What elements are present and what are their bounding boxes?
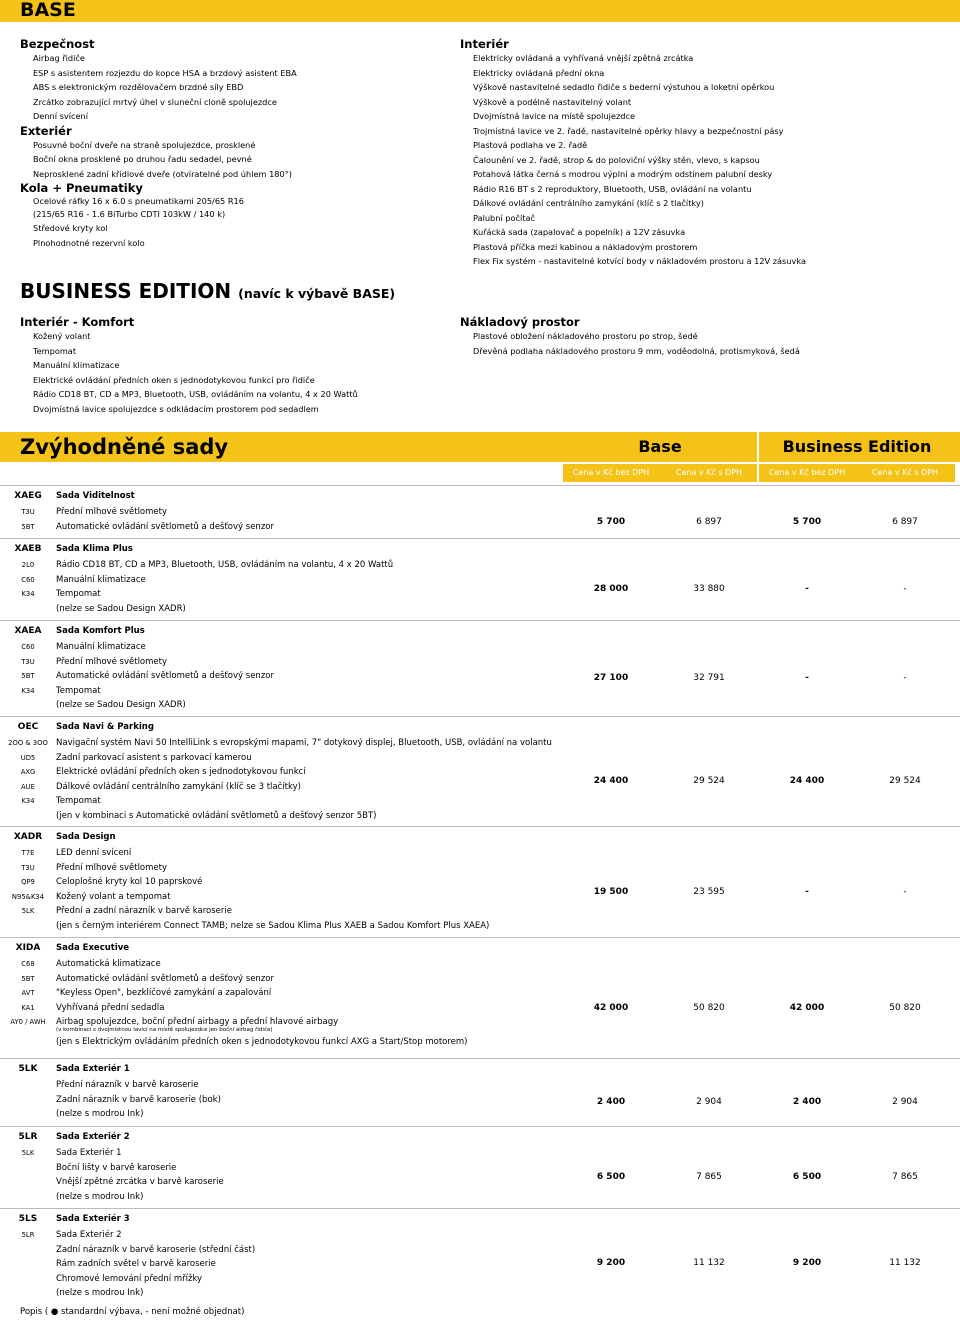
legend: Popis ( ● standardní výbava, - není možné objednat): [20, 1307, 245, 1317]
package-item: [0, 655, 560, 670]
equipment-item: Boční okna prosklené po druhou řadu sedadel, pevné: [33, 154, 252, 164]
package-price: 2 400: [792, 1097, 822, 1107]
option-text: LED denní svícení: [56, 848, 132, 858]
option-text: Chromové lemování přední mřížky: [56, 1273, 203, 1284]
option-code: T3U: [21, 657, 35, 666]
package-item: [0, 1243, 560, 1258]
package-item: [0, 736, 560, 751]
package-name: Sada Exteriér 3: [56, 1214, 130, 1224]
package-code: 5LR: [18, 1132, 38, 1142]
section-heading: Bezpečnost: [20, 37, 95, 51]
option-code: T3U: [21, 863, 35, 872]
package-price: -: [805, 887, 809, 897]
option-text: Rádio CD18 BT, CD a MP3, Bluetooth, USB, ovládáním na volantu, 4 x 20 Wattů: [56, 560, 394, 570]
option-code: C68: [21, 960, 35, 968]
package-code: 5LK: [18, 1064, 38, 1074]
option-code: K34: [21, 686, 35, 695]
option-text: Manuální klimatizace: [56, 642, 146, 652]
option-code: 2L0: [21, 561, 35, 569]
package-item: [0, 505, 560, 520]
col-header-base-gross: Cena v Kč s DPH: [675, 468, 743, 477]
package-note: (jen v kombinaci s Automatické ovládání světlometů a dešťový senzor 5BT): [56, 810, 377, 821]
package-note: (nelze se Sadou Design XADR): [56, 603, 186, 614]
equipment-item: Elektrické ovládání předních oken s jednodotykovou funkcí pro řidiče: [33, 374, 315, 385]
package-divider: [0, 1208, 960, 1209]
package-item: [0, 1093, 560, 1108]
package-divider: [0, 716, 960, 717]
package-name: Sada Exteriér 2: [56, 1132, 130, 1142]
price-subheader: [563, 464, 955, 482]
package-note: (jen s Elektrickým ovládáním předních oken s jednodotykovou funkcí AXG a Start/Stop motorem): [56, 1036, 468, 1047]
equipment-item: Ocelové ráfky 16 x 6.0 s pneumatikami 205/65 R16: [33, 196, 244, 206]
equipment-item: Flex Fix systém - nastavitelné kotvící body v nákladovém prostoru a 12V zásuvka: [473, 256, 806, 266]
package-item: [0, 573, 560, 588]
option-text: Přední mlhové světlomety: [56, 656, 168, 667]
option-text: Automatické ovládání světlometů a dešťový senzor: [56, 521, 274, 532]
package-divider: [0, 1126, 960, 1127]
equipment-item: Neprosklené zadní křídlové dveře (otvíratelné pod úhlem 180°): [33, 168, 292, 179]
package-item: [0, 904, 560, 919]
option-code: T7E: [21, 849, 35, 857]
business-column-header: Business Edition: [782, 437, 932, 456]
package-block: [0, 1212, 960, 1302]
option-text: Boční lišty v barvě karoserie: [56, 1162, 177, 1173]
package-item: [0, 1161, 560, 1176]
equipment-item: Čalounění ve 2. řadě, strop & do poloviční výšky stěn, vlevo, s kapsou: [473, 154, 760, 165]
option-text: Přední mlhové světlomety: [56, 862, 168, 873]
equipment-item: Výškově a podélně nastavitelný volant: [473, 96, 632, 107]
option-code: 5LR: [21, 1231, 35, 1239]
equipment-item: Dvojmístná lavice na místě spolujezdce: [473, 111, 635, 121]
business-left-column: [20, 315, 440, 416]
package-price: 24 400: [789, 776, 825, 786]
package-block: [0, 489, 960, 542]
package-divider: [0, 1058, 960, 1059]
package-divider: [0, 826, 960, 827]
option-code: KA1: [21, 1003, 35, 1012]
equipment-item: Denní svícení: [33, 111, 88, 121]
package-price: -: [805, 584, 809, 594]
option-text: Tempomat: [56, 685, 101, 696]
equipment-item: Elektricky ovládaná a vyhřívaná vnější zpětná zrcátka: [473, 53, 694, 63]
equipment-item: Plastové obložení nákladového prostoru po strop, šedé: [473, 331, 698, 341]
option-text: Vyhřívaná přední sedadla: [56, 1002, 165, 1013]
equipment-item: ABS s elektronickým rozdělovačem brzdné síly EBD: [33, 82, 244, 92]
package-block: [0, 720, 960, 830]
package-block: [0, 941, 960, 1062]
option-text: Automatická klimatizace: [56, 959, 161, 969]
option-text: Rám zadních světel v barvě karoserie: [56, 1259, 216, 1269]
package-price: 6 500: [792, 1172, 822, 1182]
option-code: K34: [21, 590, 35, 598]
option-text: Zadní nárazník v barvě karoserie (bok): [56, 1094, 221, 1105]
package-price: 9 200: [596, 1258, 626, 1268]
option-code: 5BT: [21, 672, 35, 680]
equipment-item: Posuvné boční dveře na straně spolujezdce, prosklené: [33, 139, 256, 150]
package-item: [0, 587, 560, 602]
package-note: (nelze s modrou Ink): [56, 1191, 144, 1202]
package-item: [0, 669, 560, 684]
package-price: 27 100: [593, 673, 629, 683]
option-text: Navigační systém Navi 50 IntelliLink s evropskými mapami, 7" dotykový displej, Bluetooth, USB, ovládání na volantu: [56, 738, 552, 748]
package-divider: [0, 620, 960, 621]
package-price: -: [903, 673, 907, 683]
equipment-item: Dvojmístná lavice spolujezdce s odkládacím prostorem pod sedadlem: [33, 403, 319, 414]
base-right-column: [460, 37, 950, 269]
option-code: K34: [21, 797, 35, 805]
package-note: (nelze s modrou Ink): [56, 1288, 144, 1298]
package-item: [0, 751, 560, 766]
package-code: XIDA: [15, 943, 41, 953]
package-price: 5 700: [596, 517, 626, 527]
equipment-item: Kožený volant: [33, 331, 91, 341]
package-price: 50 820: [693, 1003, 725, 1013]
equipment-item: Plnohodnotné rezervní kolo: [33, 237, 145, 248]
equipment-item: Výškově nastavitelné sedadlo řidiče s bederní výstuhou a loketní opěrkou: [473, 82, 775, 92]
package-price: 29 524: [889, 776, 921, 786]
equipment-item: Tempomat: [33, 345, 77, 356]
option-code: 5BT: [21, 974, 35, 983]
equipment-item: Trojmístná lavice ve 2. řadě, nastavitelné opěrky hlavy a bezpečnostní pásy: [473, 125, 784, 136]
equipment-item: Dálkové ovládání centrálního zamykání (klíč s 2 tlačítky): [473, 198, 704, 208]
package-price: 24 400: [593, 776, 629, 786]
offers-title: Zvýhodněné sady: [20, 435, 229, 459]
option-code: AXG: [20, 768, 36, 776]
package-item: [0, 957, 560, 972]
equipment-item: Rádio R16 BT s 2 reproduktory, Bluetooth, USB, ovládání na volantu: [473, 183, 752, 194]
package-price: 9 200: [792, 1258, 822, 1268]
option-text: Přední a zadní nárazník v barvě karoserie: [56, 906, 232, 916]
package-item: [0, 780, 560, 795]
col-header-base-net: Cena v Kč bez DPH: [572, 468, 650, 477]
package-price: 19 500: [593, 887, 629, 897]
package-code: XAEG: [14, 491, 42, 501]
option-text: Automatické ovládání světlometů a dešťový senzor: [56, 671, 274, 681]
package-item: [0, 972, 560, 987]
option-text: Tempomat: [56, 796, 101, 806]
package-item: [0, 640, 560, 655]
package-item: [0, 765, 560, 780]
package-price: -: [903, 584, 907, 594]
option-code: 5BT: [21, 522, 35, 531]
package-item: [0, 875, 560, 890]
option-code: 2OO & 3OO: [8, 739, 48, 747]
option-code: AVT: [21, 989, 35, 997]
package-divider: [0, 485, 960, 486]
section-heading: Exteriér: [20, 123, 72, 138]
option-code: AY0 / AWH: [10, 1018, 46, 1026]
business-edition-title: BUSINESS EDITION (navíc k výbavě BASE): [20, 279, 396, 303]
option-text: Přední nárazník v barvě karoserie: [56, 1080, 199, 1090]
package-price: 32 791: [693, 673, 725, 683]
package-item: [0, 890, 560, 905]
package-price: 6 500: [596, 1172, 626, 1182]
col-header-be-net: Cena v Kč bez DPH: [768, 468, 846, 477]
package-price: 11 132: [889, 1258, 921, 1268]
package-code: XAEB: [14, 544, 42, 554]
package-price: 23 595: [693, 887, 725, 897]
package-price: -: [805, 673, 809, 683]
equipment-item: Plastová podlaha ve 2. řadě: [473, 140, 588, 150]
package-item: [0, 986, 560, 1001]
section-heading: Nákladový prostor: [460, 315, 580, 329]
option-text: Celoplošné kryty kol 10 paprskové: [56, 877, 203, 887]
package-item: [0, 520, 560, 535]
package-code: XADR: [13, 832, 43, 842]
option-code: 5LK: [21, 1149, 35, 1157]
equipment-item: ESP s asistentem rozjezdu do kopce HSA a brzdový asistent EBA: [33, 67, 297, 78]
option-text: Kožený volant a tempomat: [56, 891, 171, 902]
package-item: [0, 1078, 560, 1093]
package-name: Sada Navi & Parking: [56, 722, 154, 732]
package-item: [0, 1175, 560, 1190]
section-heading: Interiér - Komfort: [20, 315, 135, 329]
package-price: 11 132: [693, 1258, 725, 1268]
package-price: 5 700: [792, 517, 822, 527]
package-block: [0, 624, 960, 720]
package-price: 2 904: [892, 1097, 918, 1107]
package-item: [0, 1146, 560, 1161]
option-code: T3U: [21, 508, 35, 516]
package-code: 5LS: [18, 1214, 38, 1224]
package-price: 29 524: [693, 776, 725, 786]
package-block: [0, 1130, 960, 1212]
option-text: Automatické ovládání světlometů a dešťový senzor: [56, 973, 274, 984]
option-text: Airbag spolujezdce, boční přední airbagy a přední hlavové airbagy: [56, 1017, 339, 1027]
package-item: [0, 684, 560, 699]
package-price: 6 897: [696, 517, 722, 527]
package-name: Sada Komfort Plus: [56, 626, 145, 636]
option-text: Zadní nárazník v barvě karoserie (střední část): [56, 1244, 256, 1255]
package-footnote: (v kombinaci s dvojmístnou lavicí na místě spolujezdce jen boční airbag řidiče): [56, 1026, 273, 1033]
package-item: [0, 1001, 560, 1016]
package-price: 28 000: [593, 584, 629, 594]
equipment-item: Potahová látka černá s modrou výplní a modrým odstínem palubní desky: [473, 169, 773, 179]
option-code: UD5: [20, 753, 36, 762]
equipment-item: Kuřácká sada (zapalovač a popelník) a 12V zásuvka: [473, 227, 686, 237]
equipment-item: Elektricky ovládaná přední okna: [473, 67, 605, 78]
package-item: [0, 1257, 560, 1272]
package-item: [0, 846, 560, 861]
package-name: Sada Design: [56, 832, 116, 842]
package-price: 2 400: [596, 1097, 626, 1107]
equipment-item: Rádio CD18 BT, CD a MP3, Bluetooth, USB, ovládáním na volantu, 4 x 20 Wattů: [33, 389, 358, 399]
package-block: [0, 1062, 960, 1130]
package-price: 50 820: [889, 1003, 921, 1013]
option-text: Manuální klimatizace: [56, 574, 146, 585]
equipment-item: Středové kryty kol: [33, 223, 108, 233]
package-name: Sada Exteriér 1: [56, 1064, 130, 1074]
option-code: 5LK: [21, 907, 35, 915]
package-block: [0, 542, 960, 624]
equipment-item: (215/65 R16 - 1.6 BiTurbo CDTI 103kW / 140 k): [33, 209, 226, 219]
package-name: Sada Executive: [56, 943, 130, 953]
option-code: C60: [21, 643, 35, 651]
col-header-be-gross: Cena v Kč s DPH: [871, 468, 939, 477]
option-text: "Keyless Open", bezklíčové zamykání a zapalování: [56, 988, 272, 998]
package-price: 7 865: [696, 1172, 722, 1182]
option-text: Tempomat: [56, 589, 101, 599]
equipment-item: Dřevěná podlaha nákladového prostoru 9 mm, voděodolná, protismyková, šedá: [473, 345, 800, 356]
equipment-item: Palubní počítač: [473, 212, 536, 223]
package-name: Sada Viditelnost: [56, 491, 135, 501]
option-code: C60: [21, 575, 35, 584]
package-item: [0, 1272, 560, 1287]
option-code: QP9: [21, 878, 35, 886]
package-price: 6 897: [892, 517, 918, 527]
package-divider: [0, 538, 960, 539]
package-price: -: [903, 887, 907, 897]
equipment-item: Manuální klimatizace: [33, 360, 120, 370]
package-price: 2 904: [696, 1097, 722, 1107]
offers-banner: [0, 432, 960, 462]
option-code: AUE: [21, 782, 35, 791]
option-text: Vnější zpětné zrcátka v barvě karoserie: [56, 1177, 224, 1187]
header-divider: [757, 432, 759, 484]
option-text: Sada Exteriér 1: [56, 1148, 122, 1158]
package-item: [0, 794, 560, 809]
section-heading: Interiér: [460, 37, 509, 51]
base-title: BASE: [20, 0, 76, 21]
equipment-item: Plastová příčka mezi kabinou a nákladovým prostorem: [473, 241, 698, 252]
package-code: OEC: [17, 722, 39, 732]
package-price: 7 865: [892, 1172, 918, 1182]
base-left-column: [20, 37, 440, 250]
package-note: (nelze se Sadou Design XADR): [56, 700, 186, 710]
package-price: 42 000: [593, 1003, 629, 1013]
package-item: [0, 558, 560, 573]
section-heading: Kola + Pneumatiky: [20, 181, 143, 195]
package-block: [0, 830, 960, 941]
package-item: [0, 1228, 560, 1243]
package-price: 42 000: [789, 1003, 825, 1013]
equipment-item: Zrcátko zobrazující mrtvý úhel v sluneční cloně spolujezdce: [33, 96, 277, 107]
package-note: (nelze s modrou Ink): [56, 1109, 144, 1119]
option-text: Zadní parkovací asistent s parkovací kamerou: [56, 752, 252, 763]
option-code: N95&K34: [11, 892, 45, 901]
package-name: Sada Klima Plus: [56, 544, 133, 554]
option-text: Přední mlhové světlomety: [56, 507, 168, 517]
base-title-bar: [0, 0, 960, 22]
package-code: XAEA: [14, 626, 42, 636]
business-right-column: [460, 315, 950, 358]
equipment-item: Airbag řidiče: [33, 53, 85, 63]
option-text: Sada Exteriér 2: [56, 1230, 122, 1240]
option-text: Elektrické ovládání předních oken s jednodotykovou funkcí: [56, 767, 306, 777]
package-divider: [0, 937, 960, 938]
package-item: [0, 861, 560, 876]
package-price: 33 880: [693, 584, 725, 594]
option-text: Dálkové ovládání centrálního zamykání (klíč se 3 tlačítky): [56, 781, 301, 792]
base-column-header: Base: [638, 437, 682, 456]
package-note: (jen s černým interiérem Connect TAMB; nelze se Sadou Klima Plus XAEB a Sadou Komfort Plus XAEA): [56, 920, 490, 931]
